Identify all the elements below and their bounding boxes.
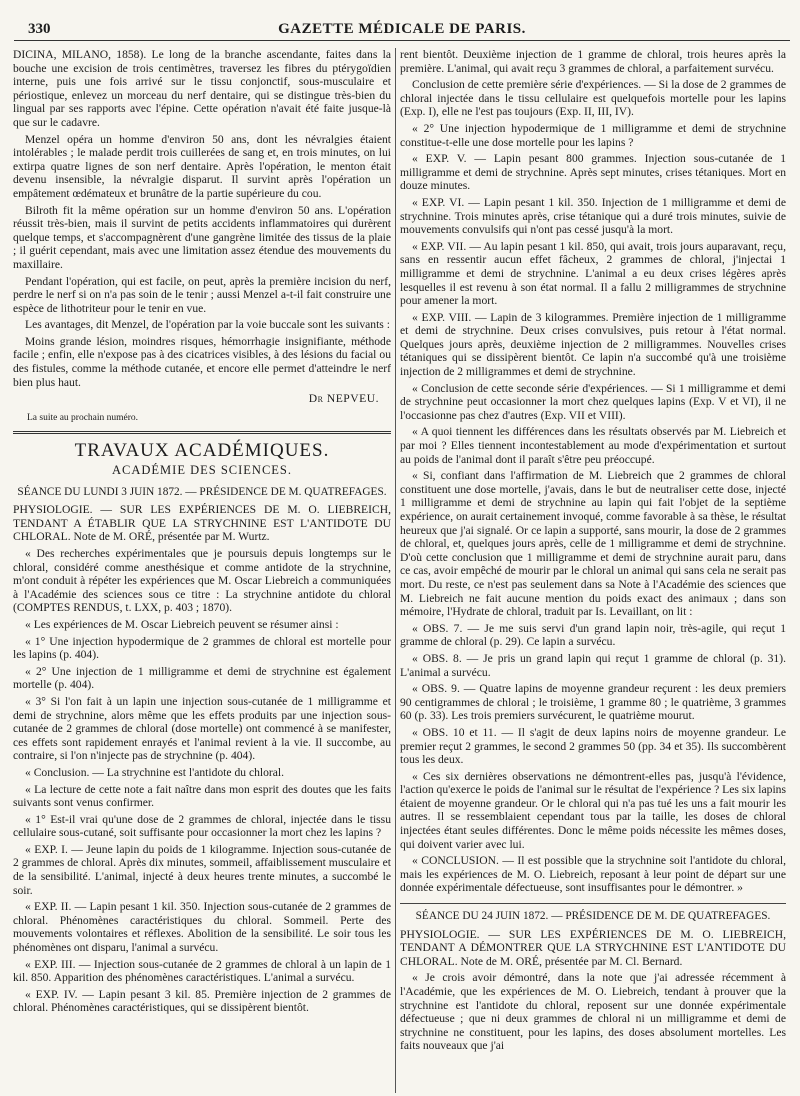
paragraph: « La lecture de cette note a fait naître dans mon esprit des doutes que les faits suivants sont venus confirmer.: [13, 782, 391, 810]
seance-heading: SÉANCE DU 24 JUIN 1872. — PRÉSIDENCE DE M. DE QUATREFAGES.: [400, 903, 786, 924]
article-body: [13, 547, 391, 1015]
paragraph: Bilroth fit la même opération sur un homme d'environ 50 ans. L'opération réussit très-bien, mais il survint de petits accidents inflammatoires qui durèrent quelque temps, et s'accompagnèrent d'une gangrène limitée des tissus de la plaie ; il guérit cependant, mais avec une limitation assez étendue des mouvements du maxillaire.: [13, 203, 391, 271]
journal-title: GAZETTE MÉDICALE DE PARIS.: [278, 21, 526, 37]
right-column: [400, 48, 786, 1093]
paragraph: Pendant l'opération, qui est facile, on peut, après la première incision du nerf, perdre le nerf si on n'a pas soin de le tenir ; aussi Menzel a-t-il fait construire une espèce de lithotriteur pour le tenir en vue.: [13, 274, 391, 315]
paragraph: rent bientôt. Deuxième injection de 1 gramme de chloral, trois heures après la première. L'animal, qui avait reçu 3 grammes de chloral, a parfaitement survécu.: [400, 48, 786, 75]
paragraph: Les avantages, dit Menzel, de l'opération par la voie buccale sont les suivants :: [25, 318, 390, 332]
paragraph: « 2° Une injection de 1 milligramme et demi de strychnine est également mortelle (p. 404).: [13, 664, 391, 692]
right-text-b: [400, 971, 786, 1053]
paragraph: « Des recherches expérimentales que je poursuis depuis longtemps sur le chloral, considéré comme anesthésique et comme antidote de la strychnine, m'ont conduit à répéter les expériences que M. Oscar Liebreich a communiquées à l'Académie des sciences sous ce titre : La strychnine antidote du chloral (COMPTES RENDUS, t. LXX, p. 403 ; 1870).: [13, 547, 391, 615]
paragraph: « Les expériences de M. Oscar Liebreich peuvent se résumer ainsi :: [25, 617, 339, 631]
paragraph: « 1° Est-il vrai qu'une dose de 2 grammes de chloral, injectée dans le tissu cellulaire sous-cutané, soit suffisante pour occasionner la mort chez les lapins ?: [13, 812, 391, 840]
paragraph: Menzel opéra un homme d'environ 50 ans, dont les névralgies étaient intolérables ; le malade perdit trois cuillerées de sang et, en trois minutes, on lui extirpa quatre lignes de son nerf dentaire. Après l'opération, le menton était devenu insensible, la névralgie disparut. Il survint après l'opération un empâtement œdémateux et brunâtre de la partie supérieure du cou.: [13, 132, 391, 200]
paragraph: « EXP. III. — Injection sous-cutanée de 2 grammes de chloral à un lapin de 1 kil. 850. Apparition des phénomènes caractéristiques. L'animal a survécu.: [13, 957, 391, 985]
paragraph: « EXP. IV. — Lapin pesant 3 kil. 85. Première injection de 2 grammes de chloral. Phénomènes caractéristiques, qui se dissipèrent bientôt.: [13, 987, 391, 1015]
paragraph: « 2° Une injection hypodermique de 1 milligramme et demi de strychnine constitue-t-elle une dose mortelle pour les lapins ?: [400, 121, 786, 149]
paragraph: « 3° Si l'on fait à un lapin une injection sous-cutanée de 1 milligramme et demi de strychnine, alors même que les effets produits par une injection sous-cutanée de 2 grammes de chloral (dose mortelle) ont commencé à se manifester, ces effets sont rapidement enrayés et l'animal revient à la vie. Il succombe, au contraire, si l'on n'injecte pas de strychnine (p. 404).: [13, 694, 391, 763]
paragraph: « CONCLUSION. — Il est possible que la strychnine soit l'antidote du chloral, mais les expériences de M. O. Liebreich, reposant à leur point de départ sur une donnée expérimentale défectueuse, sont insuffisantes pour le démontrer. »: [400, 854, 786, 895]
left-column: [13, 48, 391, 1093]
paragraph: « OBS. 7. — Je me suis servi d'un grand lapin noir, très-agile, qui reçut 1 gramme de chloral (p. 29). Ce lapin a survécu.: [400, 621, 786, 649]
page-number: 330: [28, 21, 51, 37]
paragraph: DICINA, MILANO, 1858). Le long de la branche ascendante, faites dans la bouche une excision de trois centimètres, traversez les fibres du ptérygoïdien interne, puis une fois arrivé sur le tissu conjonctif, sous-musculaire et périostique, enlevez un morceau du nerf dentaire, qui se distingue très-bien du lingual par ses rapports avec l'épine. Cette opération n'avait été faite jusque-là que sur le cadavre.: [13, 48, 391, 129]
paragraph: « EXP. II. — Lapin pesant 1 kil. 350. Injection sous-cutanée de 2 grammes de chloral. Phénomènes caractéristiques du chloral. Sommeil. Perte des mouvements volontaires et réflexes. Abolition de la sensibilité. Le soir tous les phénomènes ont disparu, l'animal a survécu.: [13, 900, 391, 955]
paragraph: Moins grande lésion, moindres risques, hémorrhagie insignifiante, méthode facile ; enfin, elle n'expose pas à des cicatrices visibles, à des lésions du facial ou des fistules, comme la méthode cutanée, et encore elle permet d'atteindre le nerf bien plus haut.: [13, 334, 391, 389]
paragraph: Conclusion de cette première série d'expériences. — Si la dose de 2 grammes de chloral injectée dans le tissu cellulaire est quelquefois mortelle pour les lapins (Exp. I), elle ne l'est pas toujours (Exp. II, III, IV).: [400, 78, 786, 119]
section-title: TRAVAUX ACADÉMIQUES.: [74, 440, 330, 462]
left-top-text: [13, 48, 391, 389]
paragraph: « Conclusion de cette seconde série d'expériences. — Si 1 milligramme et demi de strychnine peut occasionner la mort chez quelques lapins (Exp. V et VI), il ne l'occasionne pas chez d'autres (Exp. VII et VIII).: [400, 381, 786, 422]
subsection-title: ACADÉMIE DES SCIENCES.: [112, 463, 292, 478]
paragraph: « Ces six dernières observations ne démontrent-elles pas, jusqu'à l'évidence, l'action qu'exerce le poids de l'animal sur le résultat de l'expérience ? Les six lapins étaient de moyenne grandeur. Or le chloral qui n'a pas tué les uns a fait mourir les autres. Il se ressemblaient cependant tous par la taille, les doses de chloral injectées étant seules différentes. Donc le même poids nécessite les mêmes doses, qui doivent varier avec lui.: [400, 769, 786, 851]
continuation-note: La suite au prochain numéro.: [27, 412, 139, 423]
article-heading: PHYSIOLOGIE. — SUR LES EXPÉRIENCES DE M. O. LIEBREICH, TENDANT A ÉTABLIR QUE LA STRYCHNINE EST L'ANTIDOTE DU CHLORAL. Note de M. ORÉ, présentée par M. Wurtz.: [13, 503, 391, 544]
seance-heading: SÉANCE DU LUNDI 3 JUIN 1872. — PRÉSIDENCE DE M. QUATREFAGES.: [17, 485, 387, 498]
section-divider: [13, 431, 391, 434]
paragraph: « 1° Une injection hypodermique de 2 grammes de chloral est mortelle pour les lapins (p. 404).: [13, 634, 391, 662]
right-text-a: [400, 48, 786, 895]
paragraph: « OBS. 8. — Je pris un grand lapin qui reçut 1 gramme de chloral (p. 31). L'animal a survécu.: [400, 651, 786, 679]
paragraph: « EXP. V. — Lapin pesant 800 grammes. Injection sous-cutanée de 1 milligramme et demi de strychnine. Après sept minutes, crises tétaniques. Mort en douze minutes.: [400, 152, 786, 193]
article-heading: PHYSIOLOGIE. — SUR LES EXPÉRIENCES DE M. O. LIEBREICH, TENDANT A DÉMONTRER QUE LA STRYCHNINE EST L'ANTIDOTE DU CHLORAL. Note de M. ORÉ, présentée par M. Cl. Bernard.: [400, 927, 786, 968]
paragraph: « EXP. I. — Jeune lapin du poids de 1 kilogramme. Injection sous-cutanée de 2 grammes de chloral. Après dix minutes, sommeil, affaiblissement musculaire et de la sensibilité. L'animal, injecté à deux heures trente minutes, a succombé le soir.: [13, 842, 391, 897]
paragraph: « EXP. VII. — Au lapin pesant 1 kil. 850, qui avait, trois jours auparavant, reçu, sans en ressentir aucun effet fâcheux, 2 grammes de chloral, j'injectai 1 milligramme et demi de strychnine. L'animal a eu deux crises légères après lesquelles il est revenu à son état normal. Il a fallu 2 milligrammes de strychnine pour amener la mort.: [400, 239, 786, 308]
author-signature: Dr NEPVEU.: [308, 392, 379, 406]
paragraph: « Si, confiant dans l'affirmation de M. Liebreich que 2 grammes de chloral constituent une dose mortelle, j'avais, dans le but de neutraliser cette dose, injecté 1 milligramme et demi de strychnine au lapin qui fait l'objet de la septième expérience, on aurait certainement invoqué, comme favorable à sa thèse, le résultat heureux que j'ai signalé. Or ce lapin a supporté, sans mourir, la dose de 2 grammes de chloral, et, quelques jours après, celle de 1 milligramme et demi de strychnine. D'où cette conclusion que 1 milligramme et demi de strychnine aurait paru, dans ce cas, avoir empêché de mourir par le chloral un animal qui sans cela ne serait pas mort. Du reste, ce n'est pas seulement dans sa Note à l'Académie des sciences que M. Liebreich ne fait aucune mention du poids exact des animaux ; dans son mémoire, l'Hydrate de chloral, traduit par Is. Levaillant, on lit :: [400, 469, 786, 619]
paragraph: « EXP. VI. — Lapin pesant 1 kil. 350. Injection de 1 milligramme et demi de strychnine. Trois minutes après, crise tétanique qui a duré trois minutes, suivie de mouvements convulsifs qui n'ont pas cessé jusqu'à la mort.: [400, 195, 786, 237]
paragraph: « Conclusion. — La strychnine est l'antidote du chloral.: [25, 765, 285, 779]
paragraph: « Je crois avoir démontré, dans la note que j'ai adressée récemment à l'Académie, que les expériences de M. O. Liebreich, tendant à prouver que la strychnine est l'antidote du chloral, reposent sur une donnée expérimentale défectueuse ; que ni deux grammes de chloral ni un milligramme et demi de strychnine ne constituent, pour les lapins, des doses absolument mortelles. Les faits nouveaux que j'ai: [400, 971, 786, 1053]
paragraph: « EXP. VIII. — Lapin de 3 kilogrammes. Première injection de 1 milligramme et demi de strychnine. Deux crises convulsives, puis retour à l'état normal. Quelques jours après, deuxième injection de 2 milligrammes. Nouvelles crises tétaniques qui se dissipèrent bientôt. Ce lapin n'a succombé qu'à une troisième injection de 2 milligrammes et demi de strychnine.: [400, 310, 786, 379]
column-divider: [395, 48, 396, 1093]
paragraph: « OBS. 10 et 11. — Il s'agit de deux lapins noirs de moyenne grandeur. Le premier reçut 2 grammes, le second 2 grammes 50 (pp. 34 et 35). Ils succombèrent tous les deux.: [400, 725, 786, 767]
paragraph: « OBS. 9. — Quatre lapins de moyenne grandeur reçurent : les deux premiers 90 centigrammes de chloral ; le troisième, 1 gramme 80 ; le quatrième, 3 grammes 60 (p. 33). Les trois premiers survécurent, le quatrième mourut.: [400, 682, 786, 723]
paragraph: « A quoi tiennent les différences dans les résultats observés par M. Liebreich et par moi ? Elles tiennent incontestablement au mode d'expérimentation et surtout au poids de l'animal dont il paraît s'être peu préoccupé.: [400, 425, 786, 466]
page-header: [14, 20, 790, 41]
